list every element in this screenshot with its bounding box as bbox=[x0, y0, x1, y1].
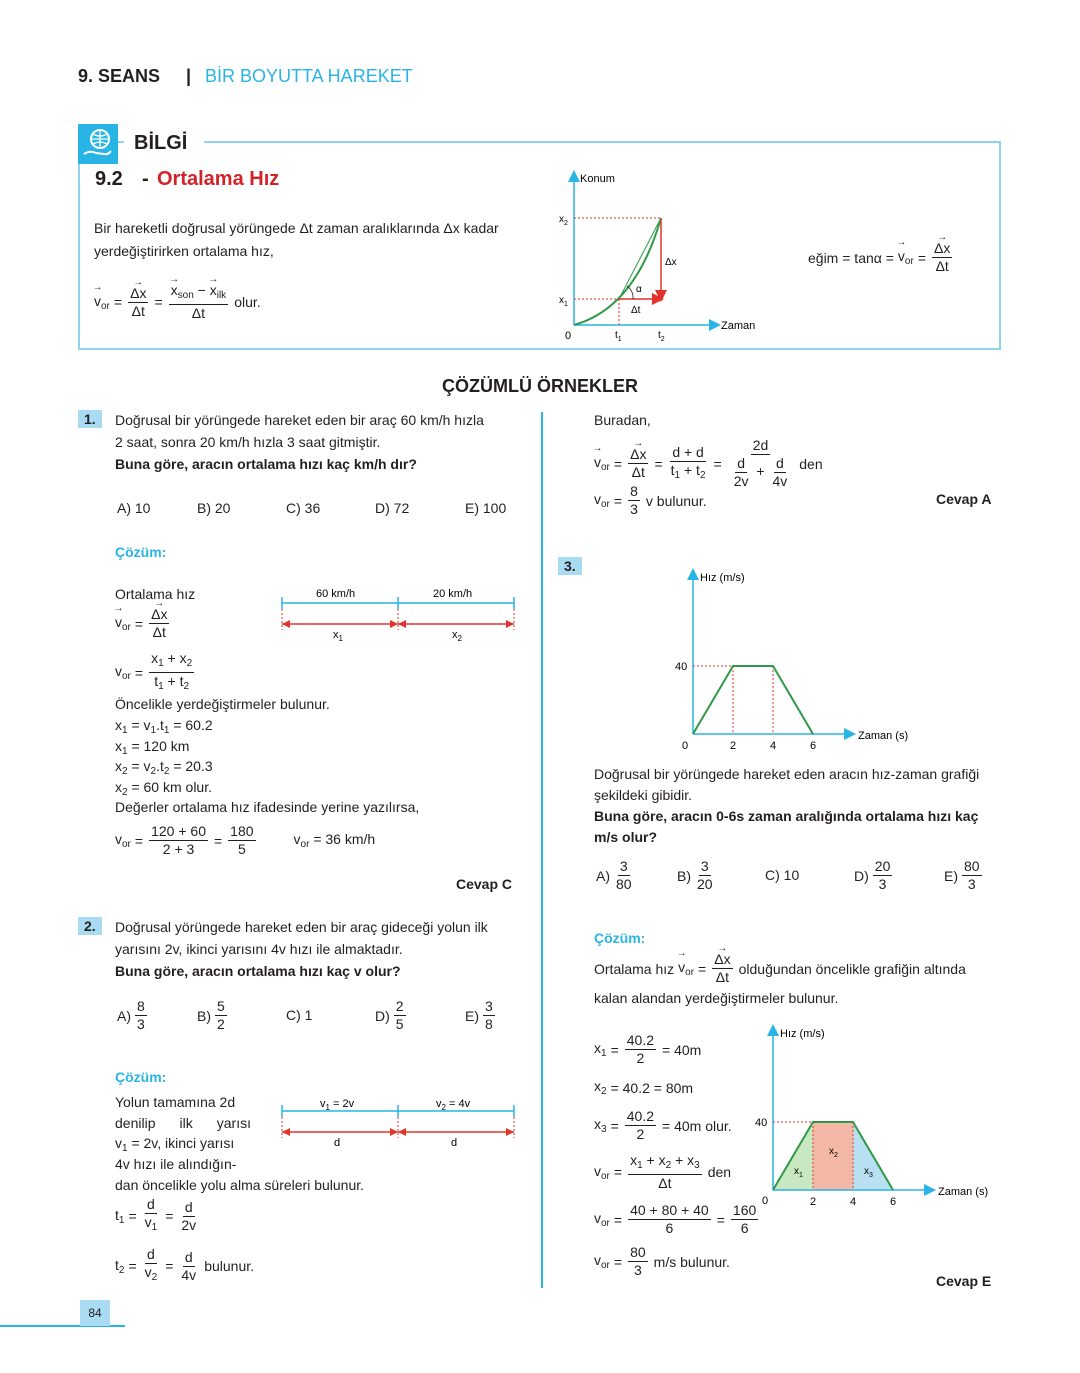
q1-option-d[interactable]: D) 72 bbox=[375, 500, 410, 516]
q2-sol-line4: 4v hızı ile alındığın- bbox=[115, 1156, 237, 1172]
q2-left-speed: $v_1 = 2v$ bbox=[320, 1098, 355, 1112]
q3-y-label: Hız (m/s) bbox=[700, 572, 745, 584]
q2-right-seg: d bbox=[451, 1137, 458, 1149]
q3-solution-label: Çözüm: bbox=[594, 930, 646, 946]
seans-label: 9. SEANS bbox=[78, 66, 161, 86]
q3-tick-2: 2 bbox=[730, 740, 737, 752]
section-dash: - bbox=[142, 168, 149, 190]
section-heading: ÇÖZÜMLÜ ÖRNEKLER bbox=[442, 376, 638, 396]
q1-step3: $x_1 = 120$ km bbox=[115, 738, 190, 757]
avg-velocity-formula: → $v_{or}$ = → Δx Δt = → $x_{son}$ − → $x_{ilk}$ Δt olur. bbox=[94, 282, 261, 322]
q3-option-c[interactable]: C) 10 bbox=[765, 867, 800, 883]
velocity-time-graph bbox=[668, 566, 928, 756]
q1-step6: Değerler ortalama hız ifadesinde yerine yazılırsa, bbox=[115, 799, 420, 815]
formula-end: olur. bbox=[234, 294, 261, 310]
velocity-area-graph bbox=[752, 1022, 1002, 1212]
q2-question: Buna göre, aracın ortalama hızı kaç v olur? bbox=[115, 963, 401, 979]
q1-final-formula: $v_{or}$ = 120 + 60 2 + 3 = 180 5 $v_{or} = 36$ km/h bbox=[115, 823, 376, 857]
q2-option-e[interactable]: E) 3 8 bbox=[465, 998, 493, 1032]
q2-sol-line3: $v_1 = 2v$, ikinci yarısı bbox=[115, 1135, 235, 1154]
q3b-y-label: Hız (m/s) bbox=[780, 1028, 825, 1040]
q2-sol-line1: Yolun tamamına 2d bbox=[115, 1094, 236, 1110]
q2-vor-formula: → $v_{or}$ = → Δx Δt = d + d $t_1 + t_2$ = 2d $\frac{d}{2v}$ + $\frac{d}{4v}$ den bbox=[594, 437, 823, 490]
q3-number: 3. bbox=[558, 557, 582, 575]
q3-tick-0: 0 bbox=[682, 740, 689, 752]
page-number: 84 bbox=[80, 1300, 110, 1326]
q3-answer: Cevap E bbox=[936, 1273, 992, 1289]
q1-step2: $x_1 = v_1.t_1 = 60.2$ bbox=[115, 717, 213, 736]
q2-right-speed: $v_2 = 4v$ bbox=[436, 1098, 471, 1112]
bilgi-para1: Bir hareketli doğrusal yörüngede Δt zaman aralıklarında Δx kadar bbox=[94, 220, 499, 236]
topic-title: BİR BOYUTTA HAREKET bbox=[205, 66, 413, 86]
q3-option-a[interactable]: A) 3 80 bbox=[596, 858, 632, 892]
q1-option-e[interactable]: E) 100 bbox=[465, 500, 507, 516]
q2-number: 2. bbox=[78, 917, 102, 935]
q3-sol-line1: Ortalama hız → $v_{or}$ = → Δx Δt olduğundan öncelikle grafiğin altında bbox=[594, 951, 966, 986]
q2-left-seg: d bbox=[334, 1137, 341, 1149]
dt-label: Δt bbox=[631, 305, 641, 316]
q1-text1: Doğrusal bir yörüngede hareket eden bir araç 60 km/h hızla bbox=[115, 412, 484, 428]
q2-sol-line2: denilip ilk yarısı bbox=[115, 1115, 251, 1131]
alpha-label: α bbox=[636, 284, 642, 295]
q2-solution-label: Çözüm: bbox=[115, 1069, 167, 1085]
q2-answer: Cevap A bbox=[936, 491, 992, 507]
q3b-tick-4: 4 bbox=[850, 1196, 857, 1208]
q3-question1: Buna göre, aracın 0-6s zaman aralığında ortalama hızı kaç bbox=[594, 808, 979, 824]
q1-step4: $x_2 = v_2.t_2 = 20.3$ bbox=[115, 758, 213, 777]
pos-origin: 0 bbox=[565, 330, 572, 342]
q1-segment-diagram bbox=[278, 586, 518, 642]
q1-solution-label: Çözüm: bbox=[115, 544, 167, 560]
q2-result-formula: $v_{or}$ = 8 3 v bulunur. bbox=[594, 483, 707, 517]
q3-question2: m/s olur? bbox=[594, 829, 658, 845]
area-x2-label: $x_2$ bbox=[829, 1146, 838, 1159]
dx-label: Δx bbox=[665, 257, 677, 268]
section-number: 9.2 bbox=[95, 168, 123, 190]
q3b-tick-2: 2 bbox=[810, 1196, 817, 1208]
q1-left-speed: 60 km/h bbox=[316, 588, 356, 600]
q3-x3-formula: $x_3$ = $\frac{40.2}{2}$ = 40m olur. bbox=[594, 1108, 732, 1142]
q3-vor-sum-formula: $v_{or}$ = $x_1 + x_2 + x_3$ Δt den bbox=[594, 1152, 732, 1191]
q1-formula2: $v_{or}$ = $x_1 + x_2$ $t_1 + t_2$ bbox=[115, 650, 193, 692]
q2-text2: yarısını 2v, ikinci yarısını 4v hızı ile almaktadır. bbox=[115, 941, 403, 957]
q2-option-c[interactable]: C) 1 bbox=[286, 1007, 313, 1023]
q2-t1-formula: $t_1$ = d $v_1$ = d 2v bbox=[115, 1196, 197, 1233]
q2-sol-line5: dan öncelikle yolu alma süreleri bulunur. bbox=[115, 1177, 365, 1193]
area-x1-label: $x_1$ bbox=[794, 1166, 803, 1179]
q3-text1: Doğrusal bir yörüngede hareket eden aracın hız-zaman grafiği bbox=[594, 766, 980, 782]
q2-segment-diagram bbox=[278, 1094, 518, 1150]
slope-formula: eğim = tanα = → $v_{or}$ = → Δx Δt bbox=[808, 240, 954, 275]
q2-option-a[interactable]: A) 8 3 bbox=[117, 998, 145, 1032]
q3-sol-line2: kalan alandan yerdeğiştirmeler bulunur. bbox=[594, 990, 839, 1006]
bilgi-para2: yerdeğiştirirken ortalama hız, bbox=[94, 243, 274, 259]
q3-text2: şekildeki gibidir. bbox=[594, 787, 693, 803]
q1-right-speed: 20 km/h bbox=[433, 588, 473, 600]
q3-tick-4: 4 bbox=[770, 740, 777, 752]
q2-option-d[interactable]: D) 2 5 bbox=[375, 998, 404, 1032]
q3-x1-formula: $x_1$ = $\frac{40.2}{2}$ = 40m bbox=[594, 1032, 702, 1066]
q2-text1: Doğrusal yörüngede hareket eden bir araç gideceği yolun ilk bbox=[115, 919, 488, 935]
buradan-text: Buradan, bbox=[594, 412, 651, 428]
position-time-graph bbox=[545, 168, 775, 346]
t1-label: $t_1$ bbox=[615, 330, 622, 343]
q1-text2: 2 saat, sonra 20 km/h hızla 3 saat gitmiştir. bbox=[115, 434, 381, 450]
q3-vor-values-formula: $v_{or}$ = 40 + 80 + 40 6 = 160 6 bbox=[594, 1202, 757, 1236]
q3b-y40: 40 bbox=[755, 1117, 768, 1129]
egim-text: eğim = tanα = bbox=[808, 249, 894, 266]
q3-option-d[interactable]: D) 20 3 bbox=[854, 858, 891, 892]
q3b-tick-0: 0 bbox=[762, 1195, 769, 1207]
q1-option-a[interactable]: A) 10 bbox=[117, 500, 151, 516]
q3-option-b[interactable]: B) 3 20 bbox=[677, 858, 713, 892]
q3-final-formula: $v_{or}$ = 80 3 m/s bulunur. bbox=[594, 1244, 730, 1278]
x1-label: $x_1$ bbox=[559, 295, 568, 308]
q2-option-b[interactable]: B) 5 2 bbox=[197, 998, 225, 1032]
q1-option-c[interactable]: C) 36 bbox=[286, 500, 321, 516]
q1-right-seg: $x_2$ bbox=[452, 629, 462, 642]
q3b-x-label: Zaman (s) bbox=[938, 1186, 989, 1198]
q1-step1: Öncelikle yerdeğiştirmeler bulunur. bbox=[115, 696, 330, 712]
q3-tick-6: 6 bbox=[810, 740, 817, 752]
q1-option-b[interactable]: B) 20 bbox=[197, 500, 231, 516]
t2-label: $t_2$ bbox=[658, 330, 665, 343]
q3-option-e[interactable]: E) 80 3 bbox=[944, 858, 980, 892]
q1-left-seg: $x_1$ bbox=[333, 629, 343, 642]
pos-y-label: Konum bbox=[580, 173, 615, 185]
q3-y40: 40 bbox=[675, 661, 688, 673]
q3-x-label: Zaman (s) bbox=[858, 730, 909, 742]
x2-label: $x_2$ bbox=[559, 214, 568, 227]
q1-step5: $x_2 = 60$ km olur. bbox=[115, 779, 212, 798]
area-x3-label: $x_3$ bbox=[864, 1166, 873, 1179]
q1-question: Buna göre, aracın ortalama hızı kaç km/h dır? bbox=[115, 456, 417, 472]
bilgi-label: BİLGİ bbox=[134, 132, 188, 154]
section-title: Ortalama Hız bbox=[157, 168, 280, 190]
q2-t2-formula: $t_2$ = d $v_2$ = d 4v bulunur. bbox=[115, 1246, 255, 1283]
column-divider bbox=[541, 412, 543, 1288]
q1-formula1: → $v_{or}$ = → Δx Δt bbox=[115, 606, 171, 641]
q1-number: 1. bbox=[78, 410, 102, 428]
q3-x2-formula: $x_2$ = 40.2 = 80m bbox=[594, 1078, 694, 1097]
q1-ortalama: Ortalama hız bbox=[115, 586, 196, 602]
q3b-tick-6: 6 bbox=[890, 1196, 897, 1208]
header-separator: | bbox=[186, 66, 192, 86]
pos-x-label: Zaman bbox=[721, 320, 756, 332]
globe-hand-icon bbox=[78, 124, 118, 164]
q1-answer: Cevap C bbox=[456, 876, 513, 892]
